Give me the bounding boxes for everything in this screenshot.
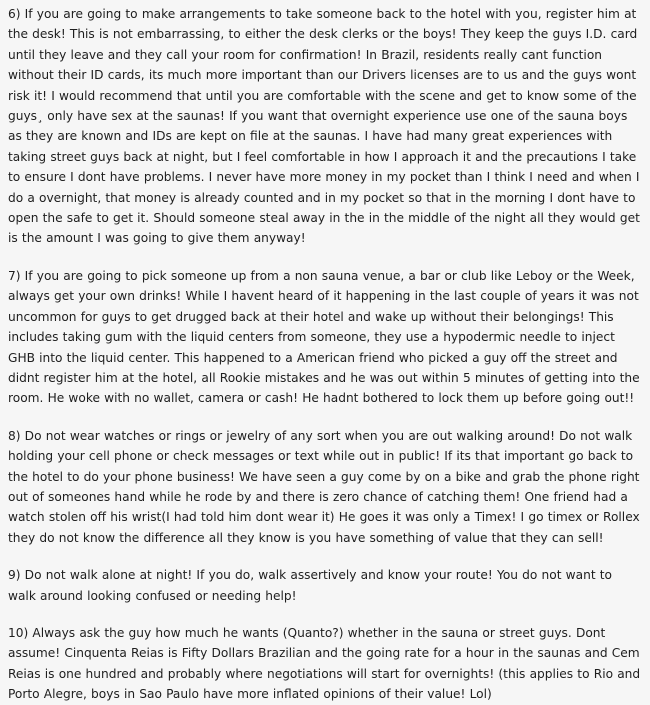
tip-7-paragraph: 7) If you are going to pick someone up from a non sauna venue, a bar or club like Leboy or the Week, always get your own drinks! While I havent heard of it happening in the last couple of years it was not uncommon for guys to get drugged back at their hotel and wake up without their belongings! This includes taking gum with the liquid centers from someone, they use a hypodermic needle to inject GHB into the liquid center. This happened to a American friend who picked a guy off the street and didnt register him at the hotel, all Rookie mistakes and he was out within 5 minutes of getting into the room. He woke with no wallet, camera or cash! He hadnt bothered to lock them up before going out!! (8, 268, 640, 406)
tip-8-paragraph: 8) Do not wear watches or rings or jewelry of any sort when you are out walking around! Do not walk holding your cell phone or check messages or text while out in public! If its that important go back to the hotel to do your phone business! We have seen a guy come by on a bike and grab the phone right out of someones hand while he rode by and there is zero chance of catching them! One friend had a watch stolen off his wrist(I had told him dont wear it) He goes it was only a Timex! I go timex or Rollex they do not know the difference all they know is you have something of value that they can sell! (8, 428, 640, 545)
tip-10-paragraph: 10) Always ask the guy how much he wants (Quanto?) whether in the sauna or street guys. Dont assume! Cinquenta Reias is Fifty Dollars Brazilian and the going rate for a hour in the saunas and Cem Reias is one hundred and probably where negotiations will start for overnights! (this applies to Rio and Porto Alegre, boys in Sao Paulo have more inflated opinions of their value! Lol) (8, 625, 641, 702)
tip-6-paragraph: 6) If you are going to make arrangements to take someone back to the hotel with you, register him at the desk! This is not embarrassing, to either the desk clerks or the boys! They keep the guys I.D. card until they leave and they call your room for confirmation! In Brazil, residents really cant function without their ID cards, its much more important than our Drivers licenses are to us and the guys wont risk it! I would recommend that until you are comfortable with the scene and get to know some of the guys¸ only have sex at the saunas! If you want that overnight experience use one of the sauna boys as they are known and IDs are kept on file at the saunas. I have had many great experiences with taking street guys back at night, but I feel comfortable in how I approach it and the precautions I take to ensure I dont have problems. I never have more money in my pocket than I think I need and when I do a overnight, that money is already counted and in my pocket so that in the morning I dont have to open the safe to get it. Should someone steal away in the in the middle of the night all they would get is the amount I was going to give them anyway! (8, 7, 640, 246)
tip-9-paragraph: 9) Do not walk alone at night! If you do, walk assertively and know your route! You do not want to walk around looking confused or needing help! (8, 568, 613, 603)
